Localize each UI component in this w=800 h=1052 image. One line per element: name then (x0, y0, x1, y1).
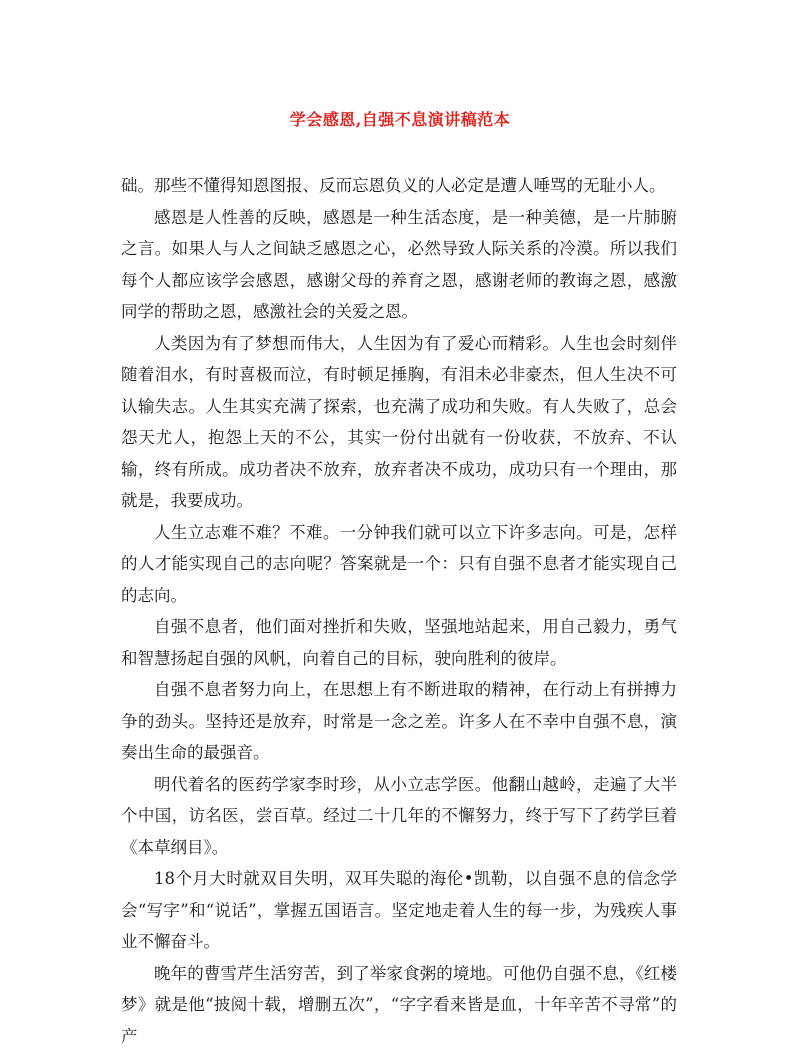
paragraph-3: 人类因为有了梦想而伟大，人生因为有了爱心而精彩。人生也会时刻伴随着泪水，有时喜极而泣，有时顿足捶胸，有泪未必非豪杰，但人生决不可认输失志。人生其实充满了探索，也充满了成功和失败。有人失败了，总会怨天尤人，抱怨上天的不公，其实一份付出就有一份收获，不放弃、不认输，终有所成。成功者决不放弃，放弃者决不成功，成功只有一个理由，那就是，我要成功。 (121, 328, 677, 517)
paragraph-6: 自强不息者努力向上，在思想上有不断进取的精神，在行动上有拼搏力争的劲头。坚持还是放弃，时常是一念之差。许多人在不幸中自强不息，演奏出生命的最强音。 (121, 674, 677, 769)
paragraph-1: 础。那些不懂得知恩图报、反而忘恩负义的人必定是遭人唾骂的无耻小人。 (121, 170, 677, 202)
paragraph-7: 明代着名的医药学家李时珍，从小立志学医。他翻山越岭，走遍了大半个中国，访名医，尝百草。经过二十几年的不懈努力，终于写下了药学巨着《本草纲目》。 (121, 769, 677, 864)
paragraph-5: 自强不息者，他们面对挫折和失败，坚强地站起来，用自己毅力，勇气和智慧扬起自强的风帆，向着自己的目标，驶向胜利的彼岸。 (121, 611, 677, 674)
paragraph-8: 18个月大时就双目失明，双耳失聪的海伦•凯勒，以自强不息的信念学会“写字”和“说话”，掌握五国语言。坚定地走着人生的每一步，为残疾人事业不懈奋斗。 (121, 863, 677, 958)
paragraph-2: 感恩是人性善的反映，感恩是一种生活态度，是一种美德，是一片肺腑之言。如果人与人之间缺乏感恩之心，必然导致人际关系的冷漠。所以我们每个人都应该学会感恩，感谢父母的养育之恩，感谢老师的教诲之恩，感激同学的帮助之恩，感激社会的关爱之恩。 (121, 202, 677, 328)
document-title: 学会感恩,自强不息演讲稿范本 (0, 108, 800, 132)
paragraph-4: 人生立志难不难？不难。一分钟我们就可以立下许多志向。可是，怎样的人才能实现自己的志向呢？答案就是一个：只有自强不息者才能实现自己的志向。 (121, 517, 677, 612)
paragraph-9: 晚年的曹雪芹生活穷苦，到了举家食粥的境地。可他仍自强不息，《红楼梦》就是他“披阅十载，增删五次”，“字字看来皆是血，十年辛苦不寻常”的产 (121, 958, 677, 1052)
document-body (121, 170, 677, 1052)
